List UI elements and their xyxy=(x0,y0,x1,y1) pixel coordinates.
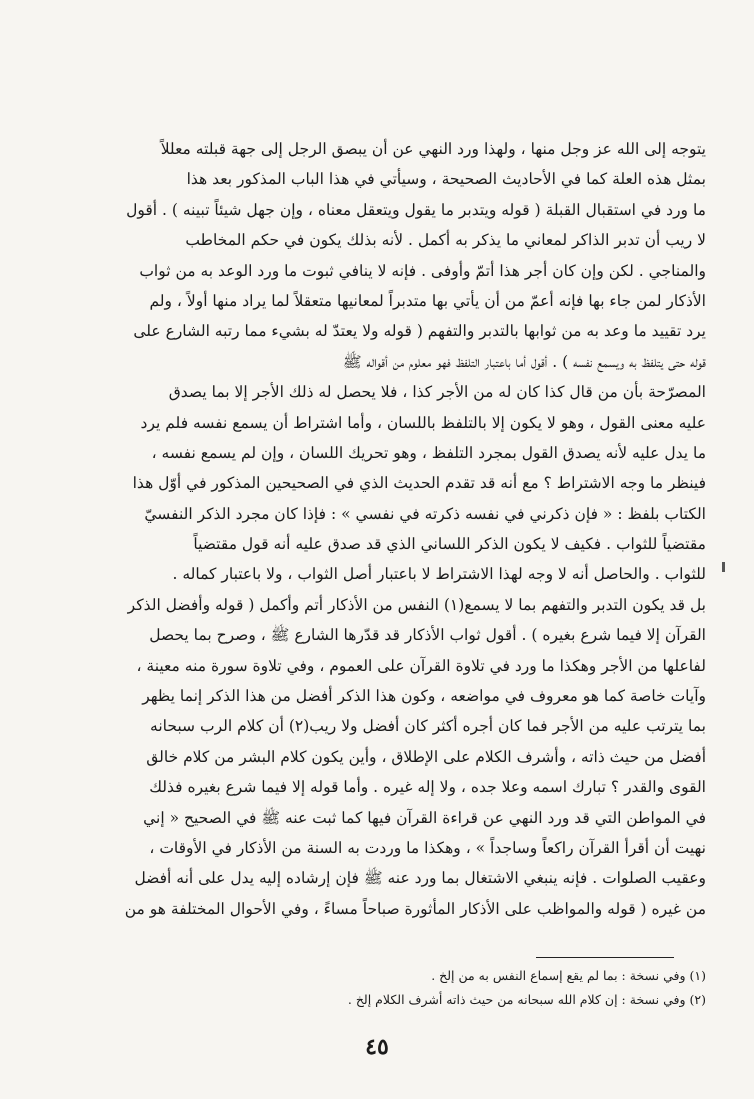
margin-mark xyxy=(722,562,725,572)
text-line: الكتاب بلفظ : « فإن ذكرني في نفسه ذكرته في نفسي » : فإذا كان مجرد الذكر النفسيّ xyxy=(144,504,706,523)
text-line: لا ريب أن تدبر الذاكر لمعاني ما يذكر به أكمل . لأنه بذلك يكون في حكم المخاطب xyxy=(185,231,706,250)
text-line: والمناجي . لكن وإن كان أجر هذا أتمّ وأوفى . فإنه لا ينافي ثبوت ما ورد الوعد به من ثواب xyxy=(139,261,706,280)
text-line: القوى والقدر ؟ تبارك اسمه وعلا جده ، ولا إله غيره . وأما قوله إلا فيما شرع بغيره فذلك xyxy=(149,778,706,797)
footnote-2: (٢) وفي نسخة : إن كلام الله سبحانه من حيث ذاته أشرف الكلام إلخ . xyxy=(347,992,706,1007)
text-line: بل قد يكون التدبر والتفهم بما لا يسمع(١) النفس من الأذكار أتم وأكمل ( قوله وأفضل الذكر xyxy=(127,595,706,614)
text-line: يتوجه إلى الله عز وجل منها ، ولهذا ورد النهي عن أن يبصق الرجل إلى جهة قبلته معللاً xyxy=(160,140,706,158)
text-line: مقتضياً للثواب . فكيف لا يكون الذكر اللساني الذي قد صدق عليه أنه قول مقتضياً xyxy=(193,535,706,554)
text-line: وآيات خاصة كما هو معروف في مواضعه ، وكون هذا الذكر أفضل من هذا الذكر إنما يظهر xyxy=(142,687,706,706)
text-line: في المواطن التي قد ورد النهي عن قراءة القرآن فيها كما ثبت عنه ﷺ في الصحيح « إني xyxy=(143,808,706,827)
text-line: بما يترتب عليه من الأجر فما كان أجره أكثر كان أفضل ولا ريب(٢) أن كلام الرب سبحانه xyxy=(150,717,706,736)
footnote-1: (١) وفي نسخة : بما لم يقع إسماع النفس به من إلخ . xyxy=(431,968,706,983)
text-line: قوله حتى يتلفظ به ويسمع نفسه ) . أقول أما باعتبار التلفظ فهو معلوم من أقواله ﷺ xyxy=(342,352,706,371)
text-line: عليه معنى القول ، وهو لا يكون إلا بالتلفظ باللسان ، وأما اشتراط أن يسمع نفسه فلم يرد xyxy=(140,413,706,432)
text-line: ما يدل عليه لأنه يصدق القول بمجرد التلفظ ، وهو تحريك اللسان ، وإن لم يسمع نفسه ، xyxy=(151,443,706,462)
text-line: فينظر ما وجه الاشتراط ؟ مع أنه قد تقدم الحديث الذي في الصحيحين المذكور في أوّل هذا xyxy=(132,474,706,493)
text-line: الأذكار لمن جاء بها فإنه أعمّ من أن يأتي بها متدبراً لمعانيها متعقلاً لما يراد منها أولاً ، ولم xyxy=(149,291,706,310)
text-line: القرآن إلا فيما شرع بغيره ) . أقول ثواب الأذكار قد قدّرها الشارع ﷺ ، وصرح بما يحصل xyxy=(149,626,706,645)
text-line: للثواب . والحاصل أنه لا وجه لهذا الاشتراط لا باعتبار أصل الثواب ، ولا باعتبار كماله . xyxy=(172,565,706,584)
text-line: أفضل من حيث ذاته ، وأشرف الكلام على الإطلاق ، وأين يكون كلام البشر من كلام خالق xyxy=(146,747,706,766)
text-line: بمثل هذه العلة كما في الأحاديث الصحيحة ، وسيأتي في هذا الباب المذكور بعد هذا xyxy=(186,170,706,189)
text-line: نهيت أن أقرأ القرآن راكعاً وساجداً » ، وهكذا ما وردت به السنة من الأذكار في الأوقات ، xyxy=(149,838,706,857)
text-line: المصرّحة بأن من قال كذا كان له من الأجر كذا ، فلا يحصل له ذلك الأجر إلا بما يصدق xyxy=(168,383,706,402)
text-line: وعقيب الصلوات . فإنه ينبغي الاشتغال بما ورد عنه ﷺ فإن إرشاده إليه يدل على أنه أفضل xyxy=(134,869,706,888)
text-line: من غيره ( قوله والمواظب على الأذكار المأثورة صباحاً مساءً ، وفي الأحوال المختلفة هو من xyxy=(124,899,706,918)
text-line: يرد تقييد ما وعد به من ثوابها بالتدبر والتفهم ( قوله ولا يعتدّ له بشيء مما رتبه الشارع على xyxy=(133,322,706,341)
text-line: لفاعلها من الأجر وهكذا ما ورد في تلاوة القرآن على العموم ، وفي تلاوة سورة منه معينة ، xyxy=(136,656,706,675)
page-number: ٤٥ xyxy=(365,1034,389,1060)
body-text xyxy=(66,134,706,924)
footnotes xyxy=(66,964,706,1012)
text-line: ما ورد في استقبال القبلة ( قوله ويتدبر ما يقول ويتعقل معناه ، وإن جهل شيئاً تبينه ) . أقول xyxy=(126,200,706,219)
footnote-separator xyxy=(536,957,674,958)
